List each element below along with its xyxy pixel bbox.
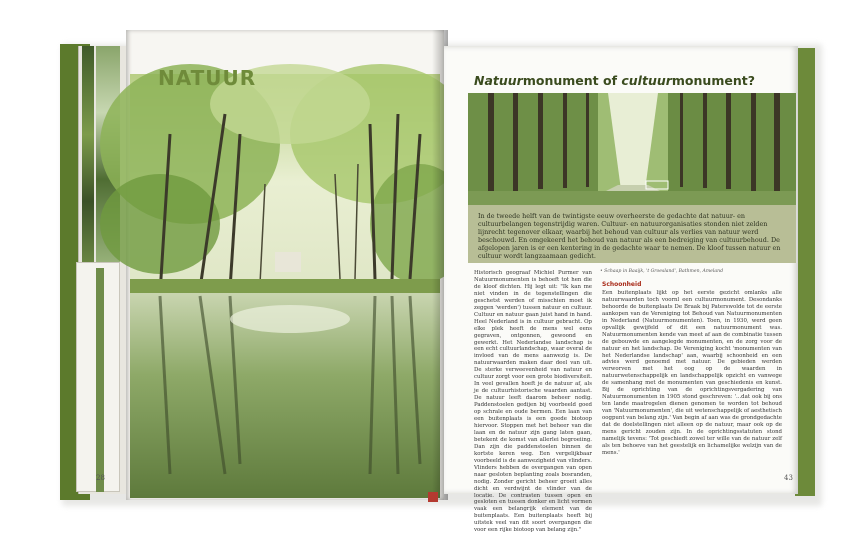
forest-pond-photo bbox=[130, 74, 440, 498]
article-intro: In de tweede helft van de twintigste eeuw overheerste de gedachte dat natuur- en cultuurbelangen tegenstrijdig waren. Cultuur- en natuurorganisaties stonden niet zelden lijnrecht tegenover elkaar, waarbij het behoud van cultuur als verlies van natuur werd beschouwd. En omgekeerd het behoud van natuur als een bedreiging van cultuurbehoud. De afgelopen jaren is er een kentering in de gedachte waar te nemen. De kloof tussen natuur en cultuur wordt langzaamaan gedicht. bbox=[468, 205, 796, 263]
section-title: NATUUR bbox=[158, 66, 257, 90]
book-cover-edge-right bbox=[795, 48, 815, 496]
article-column-2-text: Een buitenplaats lijkt op het eerste gezicht omlanks alle natuurwaarden toch voornl een cultuurmonument. Desondanks behoorde de buitenplaats De Braak bij Paterswolde tot de eerste aankopen van de Vereniging tot Behoud van Natuurmonumenten in Nederland (Natuurmonumenten). Toen, in 1930, werd geen opvallijk gewijfeld of dit een natuurmonument was. Natuurmonumenten kende van meet af aan de combinatie tussen de gebouwde en aangelegde monumenten, en de zorg voor de natuur en het landschap. De Vereniging kocht 'monumenten van het Nederlandse landschap' aan, waarbij schoonheid en een advies werd genoemd met natuur. De gebieden werden verworven met het oog op de waarden in natuurwetenschappelijk en landschappelijk opzicht en vanwege de samenhang met de monumenten van geschiedenis en kunst. Bij de oprichting van de oprichtingsvergadering van Natuurmonumenten in 1905 stond geschreven: '...dat ook bij ons ten lande maatregelen dienen genomen te worden tot behoud van 'Natuurmonumenten', die uit wetenschappelijk of aesthetisch oogpunt van belang zijn.' Van begin af aan was de grondgedachte dat de doelstellingen niet alleen op de natuur, maar ook op de mens gericht zouden zijn. In de oprichtingsstatuten stond namelijk tevens: 'Tot geschiedt zowel ter wille van de natuur zelf als ten behoeve van het geestelijk en lichamelijke welzijn van de mens.' bbox=[602, 289, 782, 456]
avenue-trees-photo bbox=[468, 93, 796, 205]
forest-pond-illustration bbox=[130, 74, 440, 498]
article-title-part-3: cultuur bbox=[621, 73, 672, 88]
section-subheading: Schoonheid bbox=[602, 281, 642, 288]
left-page-number: 28 bbox=[96, 474, 105, 482]
article-title-part-4: monument? bbox=[671, 73, 755, 88]
underlying-page-photo-strip bbox=[82, 46, 94, 268]
article-title-part-1: Natuur bbox=[474, 73, 523, 88]
article-column-2 bbox=[602, 282, 782, 462]
article-title-part-2: monument of bbox=[522, 73, 622, 88]
right-page-number: 43 bbox=[784, 474, 793, 482]
avenue-illustration bbox=[468, 93, 796, 205]
article-title bbox=[474, 73, 755, 88]
photo-caption: • Schaap in Baaijk, 't Groesland', Bathmen, Ameland bbox=[600, 269, 724, 274]
article-column-1: Historisch geograaf Michiel Purmer van Natuurmonumenten is behoeft tot hen die de kloof dichten. Hij legt uit: "Ik kan me niet vinden in de tegenstellingen die geschetst werden of misschien moet ik zeggen 'werden') tussen natuur en cultuur. Cultuur en natuur gaan juist hand in hand. Heel Nederland is in cultuur gebracht. Op elke plek heeft de mens wel eens gegraven, ontgonnen, gewoond en gewerkt. Het Nederlandse landschap is een echt cultuurlandschap, waar overal de invloed van de mens aanwezig is. De natuurwaarden maken daar deel van uit. De sterke verweevenheid van natuur en cultuur zorgt voor een grote biodiversiteit. In veel gevallen hoeft je de natuur af, als je de cultuurhistorische waarden aantast. De natuur leeft daarom beheer nodig. Paddenstoelen gedijen bij voorbeeld goed op schrale en oude bermen. Een laan van een buitenplaats is een goede biotoop hiervoor. Stoppen met het beheer van die laan en de natuur zijn gang laten gaan, betekent de komst van allerlei begroeiing. Dan zijn die paddenstoelen binnen de kortste keren weg. Een vergelijkbaar voorbeeld is de aanwezigheid van vlinders. Vlinders hebben de overgangen van open naar gesloten beplanting zoals bosranden, nodig. Zonder gericht beheer groeit alles dicht en verdwijnt de vlinder van de locatie. De contrasten tussen open en gesloten en tussen donker en licht vormen vaak een belangrijk element van de buitenplaats. Een buitenplaats heeft bij uitstek veel van dit soort overgangen die voor een rijke biotoop van belang zijn." bbox=[474, 270, 592, 534]
underlying-page-photo-strip-lower bbox=[96, 268, 104, 492]
bookmark-ribbon bbox=[428, 492, 438, 502]
